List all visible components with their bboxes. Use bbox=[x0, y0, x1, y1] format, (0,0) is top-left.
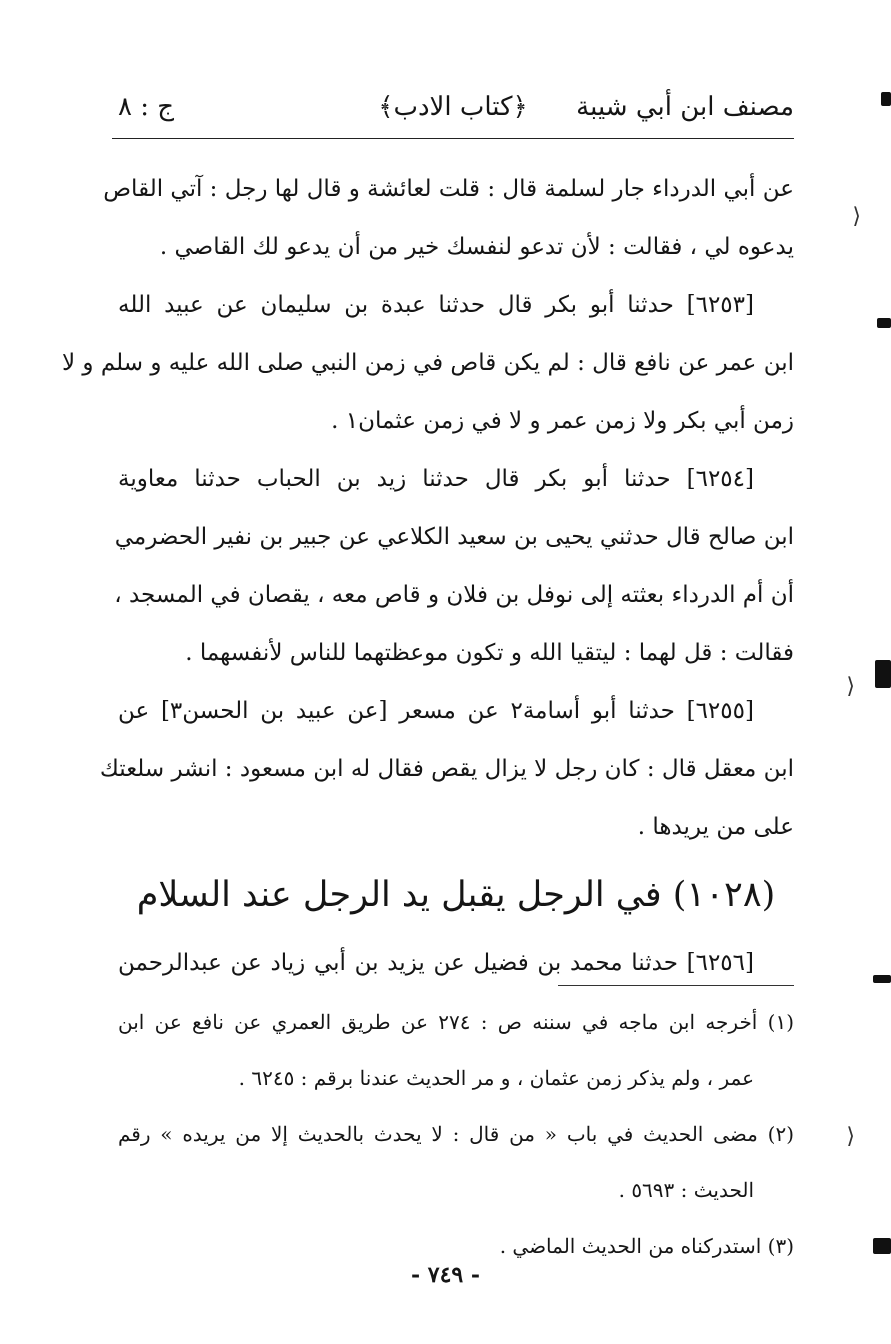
footnote-1-cont: عمر ، ولم يذكر زمن عثمان ، و مر الحديث عندنا برقم : ٦٢٤٥ . bbox=[238, 1066, 754, 1090]
main-text bbox=[61, 160, 794, 992]
margin-tick: ⟩ bbox=[846, 1124, 855, 1149]
header-divider bbox=[112, 138, 794, 139]
page-number: - ٧٤٩ - bbox=[410, 1262, 481, 1288]
book-title: مصنف ابن أبي شيبة bbox=[576, 92, 794, 122]
hadith-6256-start: [٦٢٥٦] حدثنا محمد بن فضيل عن يزيد بن أبي زياد عن عبدالرحمن bbox=[118, 950, 754, 976]
margin-mark bbox=[877, 318, 891, 328]
footnote-divider bbox=[558, 985, 794, 986]
text-line: يدعوه لي ، فقالت : لأن تدعو لنفسك خير من أن يدعو لك القاصي . bbox=[159, 234, 794, 260]
footnote-2-cont: الحديث : ٥٦٩٣ . bbox=[618, 1178, 754, 1202]
page-header bbox=[112, 84, 794, 130]
section-heading: (١٠٢٨) في الرجل يقبل يد الرجل عند السلام bbox=[136, 875, 776, 915]
hadith-6253-start: [٦٢٥٣] حدثنا أبو بكر قال حدثنا عبدة بن سليمان عن عبيد الله bbox=[118, 292, 754, 318]
footnotes bbox=[118, 994, 794, 1274]
margin-mark bbox=[873, 1238, 891, 1254]
margin-mark bbox=[873, 975, 891, 983]
hadith-6255-start: [٦٢٥٥] حدثنا أبو أسامة٢ عن مسعر [عن عبيد بن الحسن٣] عن bbox=[118, 698, 754, 724]
footnote-1: (١) أخرجه ابن ماجه في سننه ص : ٢٧٤ عن طريق العمري عن نافع عن ابن bbox=[118, 1010, 794, 1034]
footnote-3: (٣) استدركناه من الحديث الماضي . bbox=[499, 1234, 794, 1258]
margin-mark bbox=[881, 92, 891, 106]
text-line: على من يريدها . bbox=[637, 814, 794, 840]
text-line: عن أبي الدرداء جار لسلمة قال : قلت لعائشة و قال لها رجل : آتي القاص bbox=[103, 176, 794, 202]
text-line: أن أم الدرداء بعثته إلى نوفل بن فلان و قاص معه ، يقصان في المسجد ، bbox=[114, 582, 794, 608]
margin-tick: ⟩ bbox=[846, 674, 855, 699]
volume-label: ج : ٨ bbox=[118, 92, 175, 122]
text-line: زمن أبي بكر ولا زمن عمر و لا في زمن عثمان١ . bbox=[331, 408, 794, 434]
footnote-2: (٢) مضى الحديث في باب « من قال : لا يحدث بالحديث إلا من يريده » رقم bbox=[118, 1122, 794, 1146]
text-line: فقالت : قل لهما : ليتقيا الله و تكون موعظتهما للناس لأنفسهما . bbox=[185, 640, 794, 666]
chapter-title: ﴿كتاب الادب﴾ bbox=[378, 92, 528, 122]
margin-mark bbox=[875, 660, 891, 688]
text-line: ابن معقل قال : كان رجل لا يزال يقص فقال له ابن مسعود : انشر سلعتك bbox=[99, 756, 794, 782]
text-line: ابن عمر عن نافع قال : لم يكن قاص في زمن النبي صلى الله عليه و سلم و لا bbox=[61, 350, 794, 376]
text-line: ابن صالح قال حدثني يحيى بن سعيد الكلاعي عن جبير بن نفير الحضرمي bbox=[114, 524, 794, 550]
margin-tick: ⟩ bbox=[852, 204, 861, 229]
hadith-6254-start: [٦٢٥٤] حدثنا أبو بكر قال حدثنا زيد بن الحباب حدثنا معاوية bbox=[118, 466, 754, 492]
